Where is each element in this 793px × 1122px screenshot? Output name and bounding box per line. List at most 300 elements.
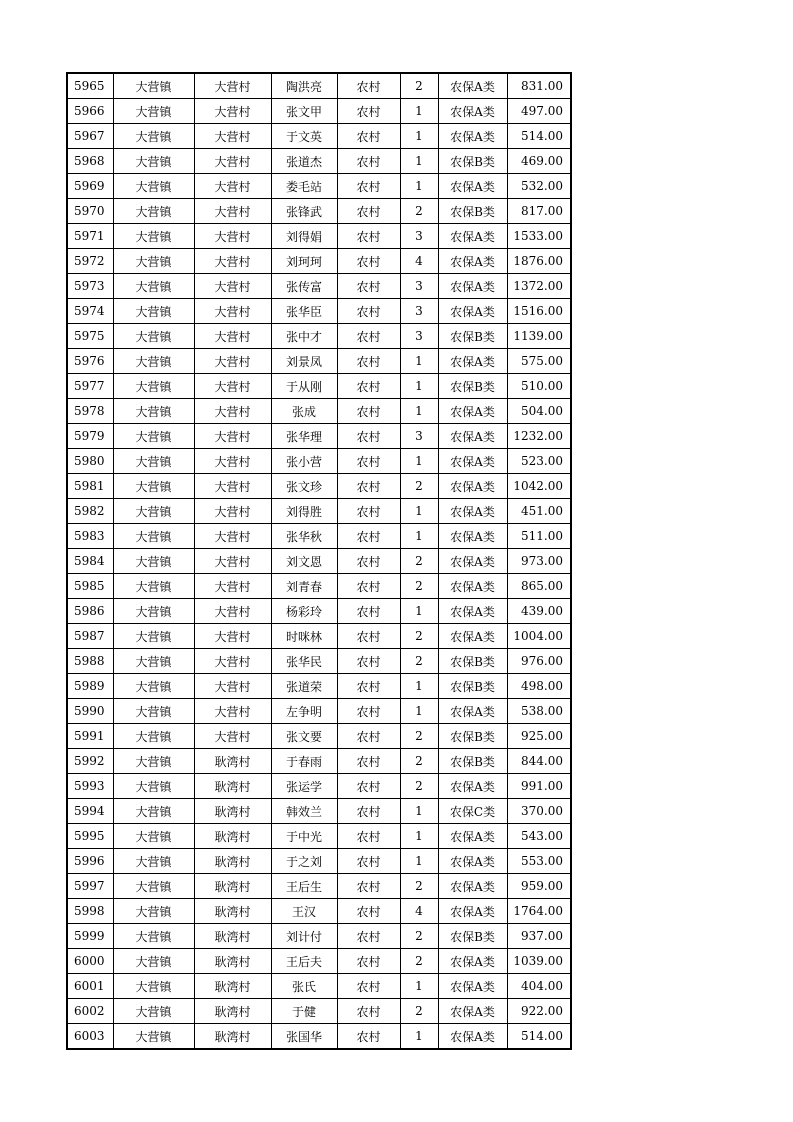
village-cell: 耿湾村 (194, 949, 271, 974)
village-cell: 大营村 (194, 374, 271, 399)
table-row (67, 374, 571, 399)
person-count-cell: 3 (400, 224, 438, 249)
row-number: 5975 (67, 324, 113, 349)
person-count-cell: 1 (400, 824, 438, 849)
insurance-category-cell: 农保A类 (438, 349, 507, 374)
person-count-cell: 2 (400, 624, 438, 649)
table-row (67, 124, 571, 149)
township-cell: 大营镇 (113, 399, 194, 424)
row-number: 5988 (67, 649, 113, 674)
insurance-category-cell: 农保A类 (438, 824, 507, 849)
table-row (67, 749, 571, 774)
amount-cell: 1004.00 (507, 624, 571, 649)
household-type-cell: 农村 (337, 874, 400, 899)
table-row (67, 774, 571, 799)
name-cell: 张道荣 (271, 674, 337, 699)
township-cell: 大营镇 (113, 149, 194, 174)
amount-cell: 1876.00 (507, 249, 571, 274)
person-count-cell: 2 (400, 549, 438, 574)
amount-cell: 511.00 (507, 524, 571, 549)
row-number: 5994 (67, 799, 113, 824)
name-cell: 张华秋 (271, 524, 337, 549)
village-cell: 大营村 (194, 349, 271, 374)
insurance-category-cell: 农保B类 (438, 199, 507, 224)
township-cell: 大营镇 (113, 499, 194, 524)
household-type-cell: 农村 (337, 274, 400, 299)
township-cell: 大营镇 (113, 274, 194, 299)
name-cell: 于文英 (271, 124, 337, 149)
household-type-cell: 农村 (337, 649, 400, 674)
household-type-cell: 农村 (337, 349, 400, 374)
township-cell: 大营镇 (113, 599, 194, 624)
amount-cell: 514.00 (507, 1024, 571, 1050)
person-count-cell: 2 (400, 749, 438, 774)
row-number: 5972 (67, 249, 113, 274)
village-cell: 耿湾村 (194, 799, 271, 824)
village-cell: 大营村 (194, 424, 271, 449)
township-cell: 大营镇 (113, 749, 194, 774)
person-count-cell: 1 (400, 524, 438, 549)
village-cell: 大营村 (194, 124, 271, 149)
person-count-cell: 1 (400, 124, 438, 149)
row-number: 5992 (67, 749, 113, 774)
row-number: 5991 (67, 724, 113, 749)
township-cell: 大营镇 (113, 974, 194, 999)
amount-cell: 497.00 (507, 99, 571, 124)
row-number: 5987 (67, 624, 113, 649)
household-type-cell: 农村 (337, 699, 400, 724)
household-type-cell: 农村 (337, 524, 400, 549)
village-cell: 大营村 (194, 249, 271, 274)
township-cell: 大营镇 (113, 574, 194, 599)
person-count-cell: 2 (400, 574, 438, 599)
person-count-cell: 1 (400, 174, 438, 199)
row-number: 5973 (67, 274, 113, 299)
township-cell: 大营镇 (113, 1024, 194, 1050)
table-row (67, 974, 571, 999)
household-type-cell: 农村 (337, 449, 400, 474)
name-cell: 张锋武 (271, 199, 337, 224)
table-row (67, 474, 571, 499)
insurance-category-cell: 农保C类 (438, 799, 507, 824)
household-type-cell: 农村 (337, 199, 400, 224)
township-cell: 大营镇 (113, 624, 194, 649)
household-type-cell: 农村 (337, 374, 400, 399)
table-row (67, 699, 571, 724)
name-cell: 张成 (271, 399, 337, 424)
amount-cell: 831.00 (507, 73, 571, 99)
household-type-cell: 农村 (337, 999, 400, 1024)
name-cell: 张华理 (271, 424, 337, 449)
row-number: 5968 (67, 149, 113, 174)
name-cell: 刘珂珂 (271, 249, 337, 274)
name-cell: 韩效兰 (271, 799, 337, 824)
row-number: 5977 (67, 374, 113, 399)
insurance-category-cell: 农保A类 (438, 624, 507, 649)
insurance-category-cell: 农保A类 (438, 774, 507, 799)
row-number: 6003 (67, 1024, 113, 1050)
amount-cell: 523.00 (507, 449, 571, 474)
table-row (67, 349, 571, 374)
row-number: 5993 (67, 774, 113, 799)
township-cell: 大营镇 (113, 449, 194, 474)
village-cell: 大营村 (194, 199, 271, 224)
insurance-category-cell: 农保A类 (438, 574, 507, 599)
village-cell: 大营村 (194, 549, 271, 574)
name-cell: 刘青春 (271, 574, 337, 599)
township-cell: 大营镇 (113, 699, 194, 724)
village-cell: 大营村 (194, 399, 271, 424)
table-row (67, 799, 571, 824)
row-number: 5966 (67, 99, 113, 124)
table-row (67, 324, 571, 349)
name-cell: 刘计付 (271, 924, 337, 949)
table-row (67, 824, 571, 849)
village-cell: 大营村 (194, 99, 271, 124)
person-count-cell: 1 (400, 699, 438, 724)
township-cell: 大营镇 (113, 724, 194, 749)
amount-cell: 922.00 (507, 999, 571, 1024)
table-row (67, 899, 571, 924)
name-cell: 张华民 (271, 649, 337, 674)
person-count-cell: 4 (400, 249, 438, 274)
row-number: 6000 (67, 949, 113, 974)
village-cell: 大营村 (194, 624, 271, 649)
township-cell: 大营镇 (113, 474, 194, 499)
row-number: 5996 (67, 849, 113, 874)
household-type-cell: 农村 (337, 424, 400, 449)
table-row (67, 99, 571, 124)
amount-cell: 1764.00 (507, 899, 571, 924)
row-number: 5970 (67, 199, 113, 224)
amount-cell: 543.00 (507, 824, 571, 849)
table-row (67, 624, 571, 649)
township-cell: 大营镇 (113, 224, 194, 249)
village-cell: 耿湾村 (194, 999, 271, 1024)
insurance-category-cell: 农保A类 (438, 499, 507, 524)
township-cell: 大营镇 (113, 824, 194, 849)
household-type-cell: 农村 (337, 149, 400, 174)
household-type-cell: 农村 (337, 799, 400, 824)
row-number: 5982 (67, 499, 113, 524)
row-number: 5984 (67, 549, 113, 574)
household-type-cell: 农村 (337, 299, 400, 324)
row-number: 5978 (67, 399, 113, 424)
township-cell: 大营镇 (113, 199, 194, 224)
insurance-category-cell: 农保A类 (438, 699, 507, 724)
person-count-cell: 1 (400, 399, 438, 424)
name-cell: 王后生 (271, 874, 337, 899)
amount-cell: 1533.00 (507, 224, 571, 249)
township-cell: 大营镇 (113, 374, 194, 399)
village-cell: 耿湾村 (194, 824, 271, 849)
household-type-cell: 农村 (337, 924, 400, 949)
name-cell: 张运学 (271, 774, 337, 799)
insurance-category-cell: 农保B类 (438, 374, 507, 399)
name-cell: 娄毛站 (271, 174, 337, 199)
amount-cell: 1232.00 (507, 424, 571, 449)
village-cell: 耿湾村 (194, 774, 271, 799)
data-table (66, 72, 572, 1050)
person-count-cell: 3 (400, 299, 438, 324)
insurance-category-cell: 农保A类 (438, 999, 507, 1024)
row-number: 5986 (67, 599, 113, 624)
person-count-cell: 3 (400, 324, 438, 349)
village-cell: 大营村 (194, 699, 271, 724)
village-cell: 大营村 (194, 674, 271, 699)
insurance-category-cell: 农保B类 (438, 149, 507, 174)
amount-cell: 538.00 (507, 699, 571, 724)
amount-cell: 1372.00 (507, 274, 571, 299)
township-cell: 大营镇 (113, 774, 194, 799)
village-cell: 大营村 (194, 474, 271, 499)
amount-cell: 498.00 (507, 674, 571, 699)
name-cell: 张国华 (271, 1024, 337, 1050)
row-number: 5974 (67, 299, 113, 324)
person-count-cell: 2 (400, 199, 438, 224)
row-number: 5989 (67, 674, 113, 699)
household-type-cell: 农村 (337, 599, 400, 624)
person-count-cell: 1 (400, 849, 438, 874)
township-cell: 大营镇 (113, 949, 194, 974)
table-row (67, 999, 571, 1024)
household-type-cell: 农村 (337, 324, 400, 349)
row-number: 5997 (67, 874, 113, 899)
name-cell: 张华臣 (271, 299, 337, 324)
village-cell: 大营村 (194, 599, 271, 624)
name-cell: 左争明 (271, 699, 337, 724)
insurance-category-cell: 农保B类 (438, 649, 507, 674)
person-count-cell: 1 (400, 499, 438, 524)
name-cell: 于之刘 (271, 849, 337, 874)
name-cell: 张道杰 (271, 149, 337, 174)
village-cell: 大营村 (194, 724, 271, 749)
township-cell: 大营镇 (113, 349, 194, 374)
insurance-category-cell: 农保A类 (438, 174, 507, 199)
village-cell: 大营村 (194, 649, 271, 674)
household-type-cell: 农村 (337, 73, 400, 99)
township-cell: 大营镇 (113, 874, 194, 899)
township-cell: 大营镇 (113, 99, 194, 124)
household-type-cell: 农村 (337, 949, 400, 974)
insurance-category-cell: 农保A类 (438, 449, 507, 474)
row-number: 5980 (67, 449, 113, 474)
amount-cell: 976.00 (507, 649, 571, 674)
person-count-cell: 1 (400, 974, 438, 999)
person-count-cell: 1 (400, 99, 438, 124)
amount-cell: 925.00 (507, 724, 571, 749)
village-cell: 耿湾村 (194, 749, 271, 774)
table-row (67, 174, 571, 199)
table-row (67, 73, 571, 99)
insurance-category-cell: 农保A类 (438, 424, 507, 449)
person-count-cell: 1 (400, 674, 438, 699)
name-cell: 张文甲 (271, 99, 337, 124)
name-cell: 陶洪亮 (271, 73, 337, 99)
village-cell: 大营村 (194, 324, 271, 349)
township-cell: 大营镇 (113, 299, 194, 324)
row-number: 5965 (67, 73, 113, 99)
table-row (67, 299, 571, 324)
person-count-cell: 1 (400, 349, 438, 374)
township-cell: 大营镇 (113, 649, 194, 674)
village-cell: 大营村 (194, 499, 271, 524)
name-cell: 于春雨 (271, 749, 337, 774)
table-row (67, 399, 571, 424)
township-cell: 大营镇 (113, 924, 194, 949)
table-row (67, 549, 571, 574)
insurance-category-cell: 农保A类 (438, 849, 507, 874)
table-row (67, 274, 571, 299)
insurance-category-cell: 农保A类 (438, 524, 507, 549)
insurance-category-cell: 农保A类 (438, 224, 507, 249)
row-number: 5999 (67, 924, 113, 949)
table-row (67, 524, 571, 549)
person-count-cell: 2 (400, 73, 438, 99)
person-count-cell: 1 (400, 374, 438, 399)
household-type-cell: 农村 (337, 99, 400, 124)
amount-cell: 532.00 (507, 174, 571, 199)
insurance-category-cell: 农保A类 (438, 474, 507, 499)
table-row (67, 924, 571, 949)
village-cell: 耿湾村 (194, 1024, 271, 1050)
table-row (67, 199, 571, 224)
name-cell: 于健 (271, 999, 337, 1024)
table-row (67, 574, 571, 599)
amount-cell: 469.00 (507, 149, 571, 174)
table-row (67, 599, 571, 624)
household-type-cell: 农村 (337, 824, 400, 849)
person-count-cell: 2 (400, 949, 438, 974)
amount-cell: 865.00 (507, 574, 571, 599)
person-count-cell: 1 (400, 799, 438, 824)
name-cell: 张文珍 (271, 474, 337, 499)
name-cell: 王汉 (271, 899, 337, 924)
amount-cell: 510.00 (507, 374, 571, 399)
name-cell: 张氏 (271, 974, 337, 999)
amount-cell: 504.00 (507, 399, 571, 424)
insurance-category-cell: 农保A类 (438, 949, 507, 974)
insurance-category-cell: 农保A类 (438, 874, 507, 899)
insurance-category-cell: 农保A类 (438, 974, 507, 999)
insurance-category-cell: 农保A类 (438, 549, 507, 574)
household-type-cell: 农村 (337, 849, 400, 874)
household-type-cell: 农村 (337, 1024, 400, 1050)
insurance-category-cell: 农保A类 (438, 599, 507, 624)
village-cell: 大营村 (194, 299, 271, 324)
village-cell: 耿湾村 (194, 899, 271, 924)
insurance-category-cell: 农保A类 (438, 73, 507, 99)
village-cell: 耿湾村 (194, 849, 271, 874)
village-cell: 大营村 (194, 149, 271, 174)
name-cell: 刘得娟 (271, 224, 337, 249)
insurance-category-cell: 农保A类 (438, 124, 507, 149)
amount-cell: 370.00 (507, 799, 571, 824)
person-count-cell: 2 (400, 924, 438, 949)
household-type-cell: 农村 (337, 124, 400, 149)
name-cell: 张中才 (271, 324, 337, 349)
table-row (67, 149, 571, 174)
row-number: 5983 (67, 524, 113, 549)
table-row (67, 724, 571, 749)
household-type-cell: 农村 (337, 749, 400, 774)
person-count-cell: 1 (400, 1024, 438, 1050)
table-row (67, 949, 571, 974)
household-type-cell: 农村 (337, 774, 400, 799)
household-type-cell: 农村 (337, 399, 400, 424)
household-type-cell: 农村 (337, 174, 400, 199)
row-number: 5998 (67, 899, 113, 924)
person-count-cell: 2 (400, 474, 438, 499)
amount-cell: 817.00 (507, 199, 571, 224)
amount-cell: 1039.00 (507, 949, 571, 974)
table-row (67, 449, 571, 474)
person-count-cell: 2 (400, 999, 438, 1024)
township-cell: 大营镇 (113, 424, 194, 449)
name-cell: 刘得胜 (271, 499, 337, 524)
township-cell: 大营镇 (113, 249, 194, 274)
township-cell: 大营镇 (113, 324, 194, 349)
insurance-category-cell: 农保A类 (438, 274, 507, 299)
person-count-cell: 1 (400, 149, 438, 174)
person-count-cell: 1 (400, 449, 438, 474)
insurance-category-cell: 农保A类 (438, 1024, 507, 1050)
row-number: 5979 (67, 424, 113, 449)
row-number: 5976 (67, 349, 113, 374)
amount-cell: 439.00 (507, 599, 571, 624)
household-type-cell: 农村 (337, 899, 400, 924)
table-row (67, 874, 571, 899)
name-cell: 张文要 (271, 724, 337, 749)
amount-cell: 844.00 (507, 749, 571, 774)
amount-cell: 1516.00 (507, 299, 571, 324)
amount-cell: 514.00 (507, 124, 571, 149)
amount-cell: 991.00 (507, 774, 571, 799)
township-cell: 大营镇 (113, 899, 194, 924)
row-number: 5990 (67, 699, 113, 724)
person-count-cell: 2 (400, 874, 438, 899)
table-row (67, 1024, 571, 1050)
village-cell: 大营村 (194, 274, 271, 299)
row-number: 5969 (67, 174, 113, 199)
insurance-category-cell: 农保A类 (438, 899, 507, 924)
insurance-category-cell: 农保B类 (438, 724, 507, 749)
household-type-cell: 农村 (337, 474, 400, 499)
amount-cell: 553.00 (507, 849, 571, 874)
amount-cell: 973.00 (507, 549, 571, 574)
name-cell: 张小营 (271, 449, 337, 474)
village-cell: 大营村 (194, 574, 271, 599)
township-cell: 大营镇 (113, 174, 194, 199)
name-cell: 于从刚 (271, 374, 337, 399)
household-type-cell: 农村 (337, 549, 400, 574)
amount-cell: 937.00 (507, 924, 571, 949)
name-cell: 杨彩玲 (271, 599, 337, 624)
row-number: 5971 (67, 224, 113, 249)
table-row (67, 224, 571, 249)
township-cell: 大营镇 (113, 674, 194, 699)
name-cell: 张传富 (271, 274, 337, 299)
township-cell: 大营镇 (113, 524, 194, 549)
amount-cell: 1139.00 (507, 324, 571, 349)
village-cell: 大营村 (194, 73, 271, 99)
person-count-cell: 1 (400, 599, 438, 624)
household-type-cell: 农村 (337, 724, 400, 749)
insurance-category-cell: 农保A类 (438, 399, 507, 424)
amount-cell: 959.00 (507, 874, 571, 899)
name-cell: 王后夫 (271, 949, 337, 974)
row-number: 6002 (67, 999, 113, 1024)
